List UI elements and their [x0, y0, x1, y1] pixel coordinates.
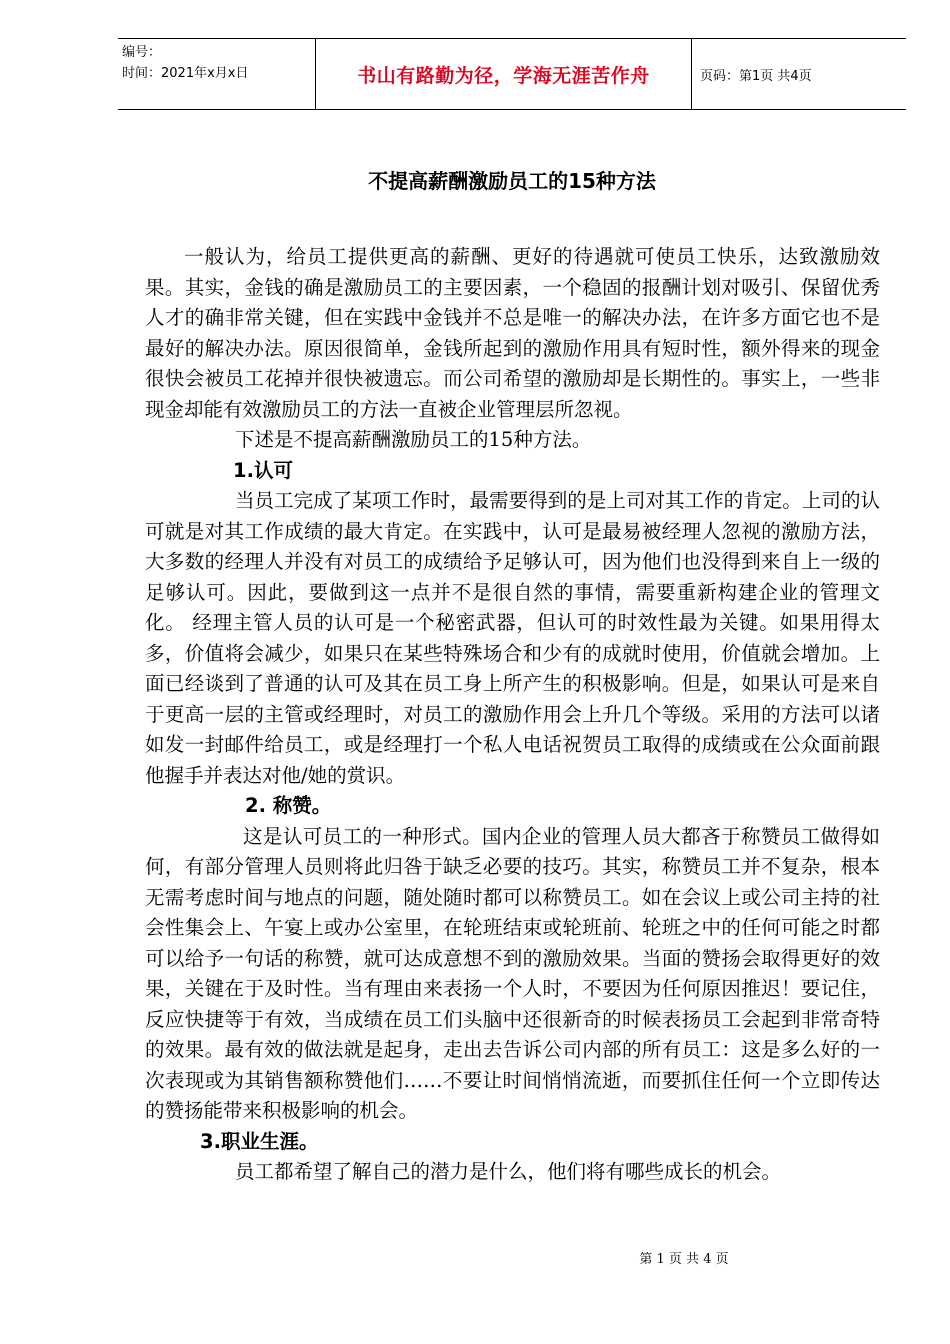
section-heading-career: 3.职业生涯。: [200, 1129, 319, 1153]
document-title: 不提高薪酬激励员工的15种方法: [368, 169, 656, 193]
document-time-label: 时间：2021年x月x日: [122, 66, 249, 81]
section-paragraph-praise: 这是认可员工的一种形式。国内企业的管理人员大都吝于称赞员工做得如何，有部分管理人员则将此归咎于缺乏必要的技巧。其实，称赞员工并不复杂，根本无需考虑时间与地点的问题，随处随时都可以称赞员工。如在会议上或公司主持的社会性集会上、午宴上或办公室里，在轮班结束或轮班前、轮班之中的任何可能之时都可以给予一句话的称赞，就可达成意想不到的激励效果。当面的赞扬会取得更好的效果，关键在于及时性。当有理由来表扬一个人时，不要因为任何原因推迟！要记住，反应快捷等于有效，当成绩在员工们头脑中还很新奇的时候表扬员工会起到非常奇特的效果。最有效的做法就是起身，走出去告诉公司内部的所有员工：这是多么好的一次表现或为其销售额称赞他们……不要让时间悄悄流逝，而要抓住任何一个立即传达的赞扬能带来积极影响的机会。: [145, 824, 880, 1122]
header-motto: 书山有路勤为径，学海无涯苦作舟: [315, 39, 692, 109]
lead-paragraph: 下述是不提高薪酬激励员工的15种方法。: [235, 428, 592, 451]
document-number-label: 编号：: [122, 45, 162, 60]
header-page-info: 页码：第1页 共4页: [700, 68, 812, 84]
section-paragraph-career: 员工都希望了解自己的潜力是什么，他们将有哪些成长的机会。: [235, 1160, 782, 1183]
section-heading-recognition: 1.认可: [233, 458, 293, 482]
page-header: [118, 38, 906, 110]
intro-paragraph: 一般认为，给员工提供更高的薪酬、更好的待遇就可使员工快乐，达致激励效果。其实，金钱的确是激励员工的主要因素，一个稳固的报酬计划对吸引、保留优秀人才的确非常关键，但在实践中金钱并不总是唯一的解决办法，在许多方面它也不是最好的解决办法。原因很简单，金钱所起到的激励作用具有短时性，额外得来的现金很快会被员工花掉并很快被遗忘。而公司希望的激励却是长期性的。事实上，一些非现金却能有效激励员工的方法一直被企业管理层所忽视。: [145, 245, 880, 421]
section-paragraph-recognition: 当员工完成了某项工作时，最需要得到的是上司对其工作的肯定。上司的认可就是对其工作成绩的最大肯定。在实践中，认可是最易被经理人忽视的激励方法，大多数的经理人并没有对员工的成绩给予足够认可，因为他们也没得到来自上一级的足够认可。因此，要做到这一点并不是很自然的事情，需要重新构建企业的管理文化。 经理主管人员的认可是一个秘密武器，但认可的时效性最为关键。如果用得太多，价值将会减少，如果只在某些特殊场合和少有的成就时使用，价值就会增加。上面已经谈到了普通的认可及其在员工身上所产生的积极影响。但是，如果认可是来自于更高一层的主管或经理时，对员工的激励作用会上升几个等级。采用的方法可以诸如发一封邮件给员工，或是经理打一个私人电话祝贺员工取得的成绩或在公众面前跟他握手并表达对他/她的赏识。: [145, 489, 880, 787]
section-heading-praise: 2. 称赞。: [245, 794, 332, 817]
document-body: [145, 242, 880, 1188]
header-meta: [118, 39, 315, 109]
page-footer: 第 1 页 共 4 页: [639, 1252, 729, 1267]
